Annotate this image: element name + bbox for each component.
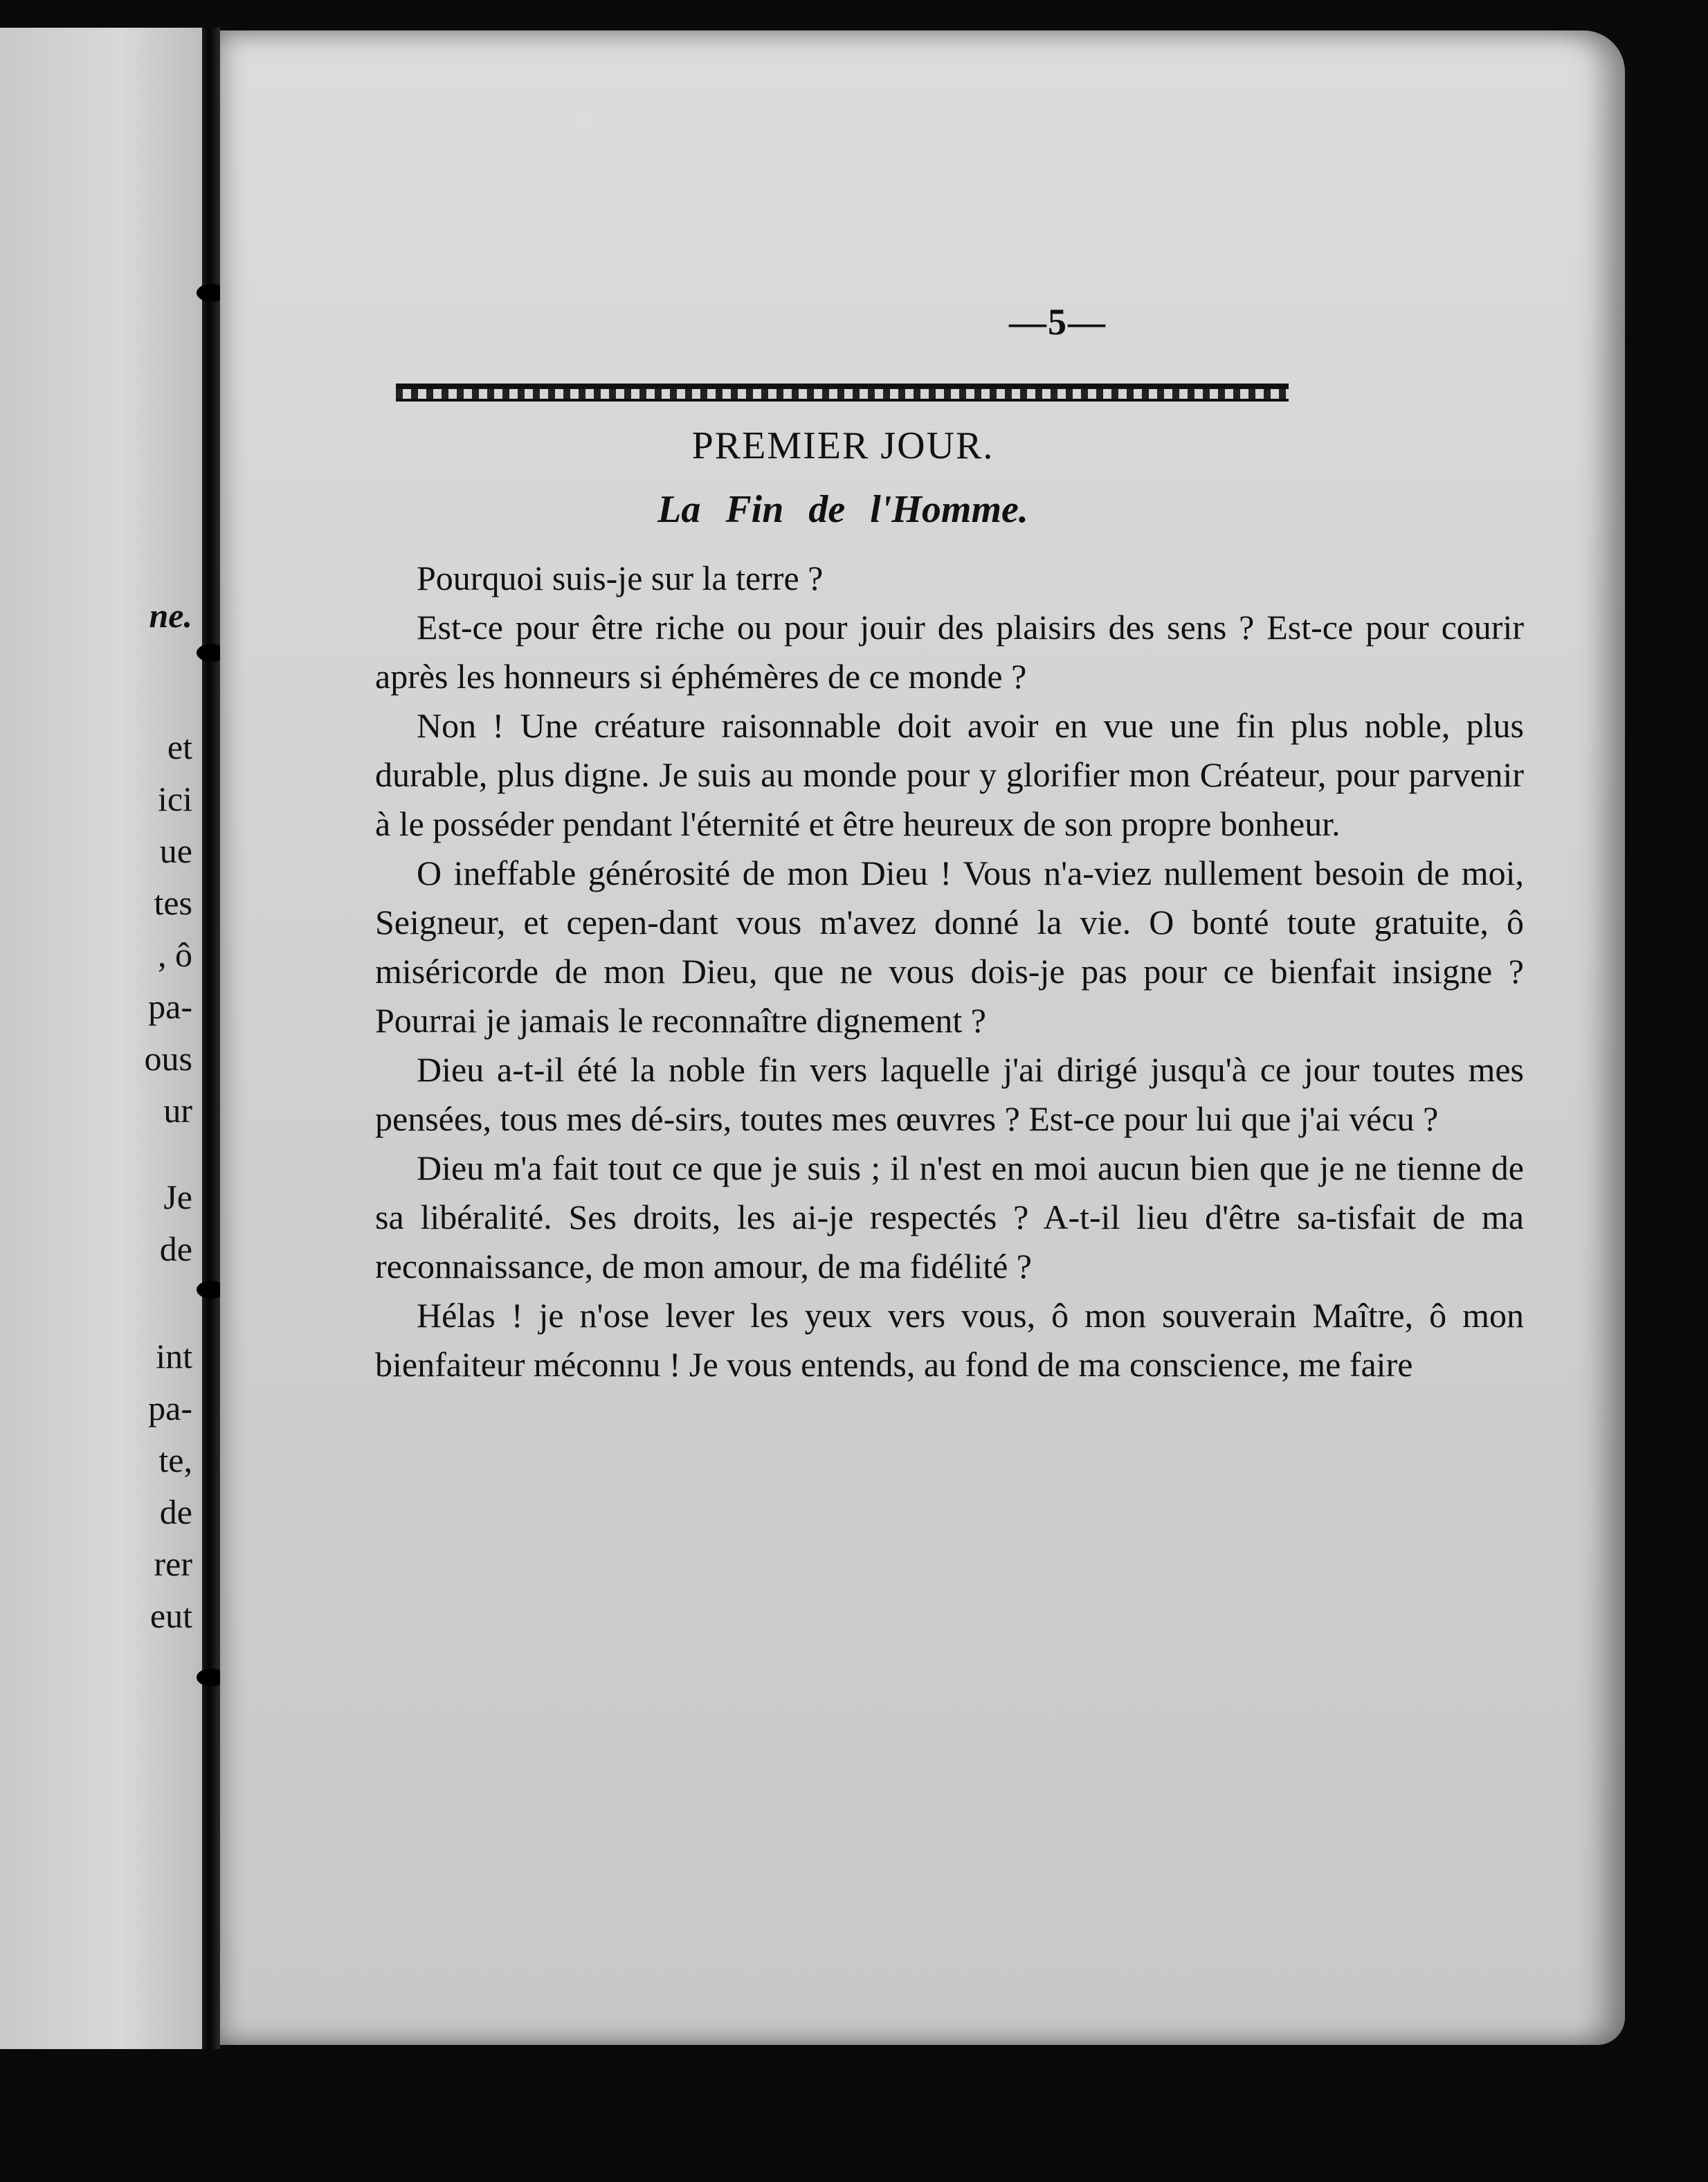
book-spine (202, 28, 220, 2049)
left-page-fragment: Je (163, 1178, 192, 1216)
left-page-fragment: et (167, 728, 192, 766)
left-page-fragment: int (156, 1337, 192, 1376)
left-page-fragment: , ô (158, 935, 192, 974)
page-number: —5— (1009, 301, 1107, 343)
left-page-fragment: ue (159, 831, 192, 870)
chapter-subtitle: La Fin de l'Homme. (657, 488, 1028, 531)
chapter-title: PREMIER JOUR. (691, 424, 994, 467)
book-page (220, 30, 1625, 2045)
left-page-fragment: te, (158, 1441, 192, 1479)
left-page-fragment: ous (144, 1039, 192, 1078)
paper-speck (580, 114, 592, 126)
left-page-fragment: de (159, 1229, 192, 1268)
left-page-text-fragments (0, 28, 202, 2049)
left-page-fragment: eut (149, 1596, 192, 1635)
paragraph: O ineffable générosité de mon Dieu ! Vous n'a-viez nullement besoin de moi, Seigneur, et cepen-dant vous m'avez donné la vie. O bonté toute gratuite, ô miséricorde de mon Dieu, que ne vous dois-je pas pour ce bienfait insigne ? Pourrai je jamais le reconnaître dignement ? (375, 854, 1524, 1040)
left-page-fragment: ici (158, 779, 192, 818)
left-facing-page (0, 28, 202, 2049)
paragraph: Hélas ! je n'ose lever les yeux vers vous, ô mon souverain Maître, ô mon bienfaiteur méconnu ! Je vous entends, au fond de ma conscience, me faire (375, 1296, 1524, 1384)
left-page-fragment: rer (154, 1544, 192, 1583)
ornamental-rule (396, 384, 1289, 402)
paragraph: Non ! Une créature raisonnable doit avoir en vue une fin plus noble, plus durable, plus digne. Je suis au monde pour y glorifier mon Créateur, pour parvenir à le posséder pendant l'éternité et être heureux de son propre bonheur. (375, 706, 1524, 843)
left-page-fragment: de (159, 1493, 192, 1531)
left-page-fragment: pa- (148, 987, 192, 1026)
left-page-fragment: pa- (148, 1389, 192, 1427)
right-background (1625, 0, 1708, 2182)
paragraph: Dieu m'a fait tout ce que je suis ; il n'est en moi aucun bien que je ne tienne de sa libéralité. Ses droits, les ai-je respectés ? A-t-il lieu d'être sa-tisfait de ma reconnaissance, de mon amour, de ma fidélité ? (375, 1148, 1524, 1286)
paragraph: Pourquoi suis-je sur la terre ? (417, 559, 824, 597)
body-text (375, 554, 1524, 1389)
paragraph: Dieu a-t-il été la noble fin vers laquelle j'ai dirigé jusqu'à ce jour toutes mes pensées, tous mes dé-sirs, toutes mes œuvres ? Est-ce pour lui que j'ai vécu ? (375, 1050, 1524, 1138)
left-page-fragment: tes (154, 883, 192, 922)
paragraph: Est-ce pour être riche ou pour jouir des plaisirs des sens ? Est-ce pour courir après les honneurs si éphémères de ce monde ? (375, 608, 1524, 696)
left-page-fragment: ur (163, 1091, 192, 1130)
left-page-fragment: ne. (149, 596, 192, 635)
